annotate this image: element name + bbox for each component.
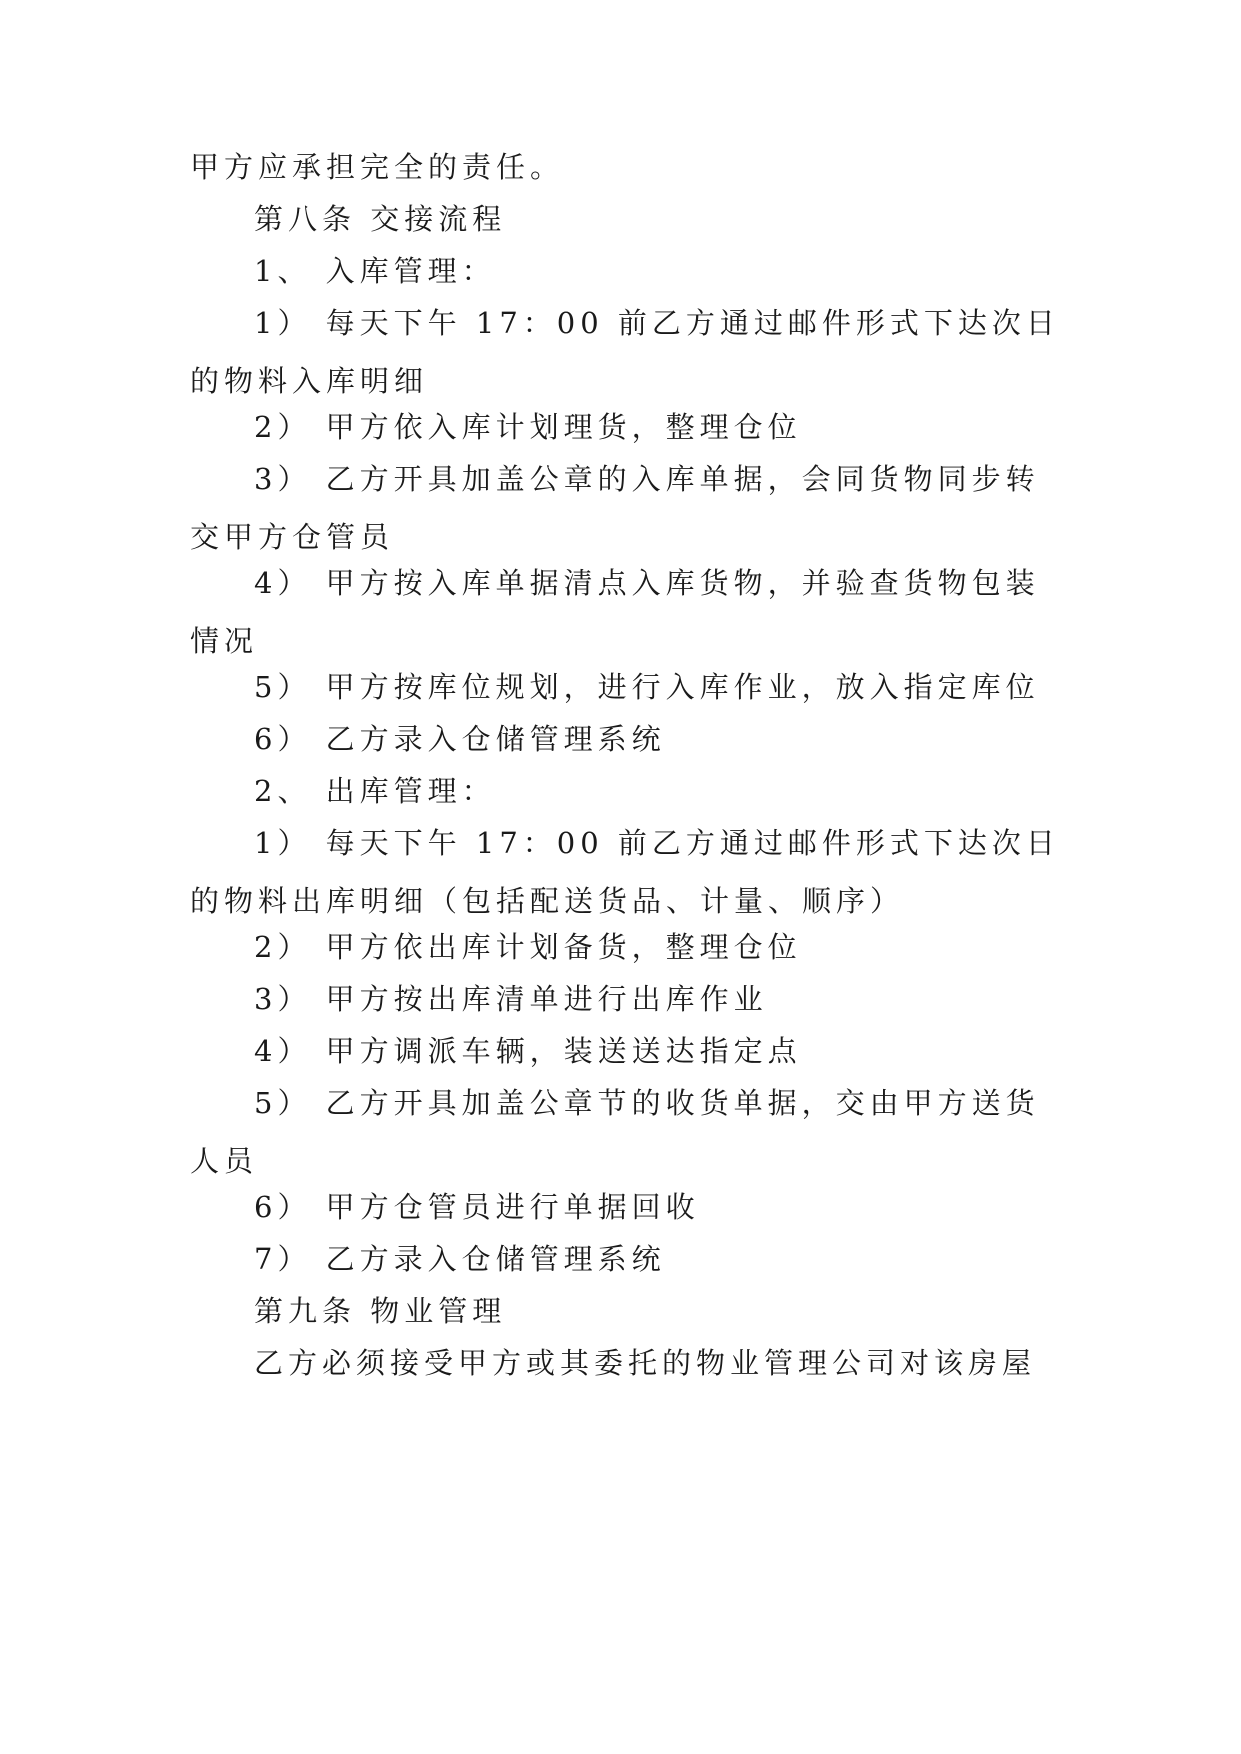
outbound-step-6: 6） 甲方仓管员进行单据回收 bbox=[254, 1190, 700, 1224]
inbound-step-4: 4） 甲方按入库单据清点入库货物，并验查货物包装情况 bbox=[190, 566, 1040, 658]
section-inbound-heading: 1、 入库管理： bbox=[254, 254, 496, 288]
outbound-step-2: 2） 甲方依出库计划备货，整理仓位 bbox=[254, 930, 802, 964]
outbound-step-5: 5） 乙方开具加盖公章节的收货单据，交由甲方送货人员 bbox=[190, 1086, 1040, 1178]
outbound-step-1: 1） 每天下午 17：00 前乙方通过邮件形式下达次日的物料出库明细（包括配送货品、计量、顺序） bbox=[190, 826, 1060, 918]
section-outbound-heading: 2、 出库管理： bbox=[254, 774, 496, 808]
paragraph-responsibility-end: 甲方应承担完全的责任。 bbox=[190, 150, 565, 184]
outbound-step-3: 3） 甲方按出库清单进行出库作业 bbox=[254, 982, 768, 1016]
outbound-step-4: 4） 甲方调派车辆，装送送达指定点 bbox=[254, 1034, 802, 1068]
inbound-step-5: 5） 甲方按库位规划，进行入库作业，放入指定库位 bbox=[254, 670, 1040, 704]
inbound-step-3: 3） 乙方开具加盖公章的入库单据，会同货物同步转交甲方仓管员 bbox=[190, 462, 1040, 554]
outbound-step-7: 7） 乙方录入仓储管理系统 bbox=[254, 1242, 666, 1276]
inbound-step-6: 6） 乙方录入仓储管理系统 bbox=[254, 722, 666, 756]
article-9-heading: 第九条 物业管理 bbox=[254, 1294, 507, 1328]
article-8-heading: 第八条 交接流程 bbox=[254, 202, 507, 236]
property-management-paragraph: 乙方必须接受甲方或其委托的物业管理公司对该房屋 bbox=[254, 1346, 1037, 1380]
inbound-step-2: 2） 甲方依入库计划理货，整理仓位 bbox=[254, 410, 802, 444]
inbound-step-1: 1） 每天下午 17：00 前乙方通过邮件形式下达次日的物料入库明细 bbox=[190, 306, 1060, 398]
